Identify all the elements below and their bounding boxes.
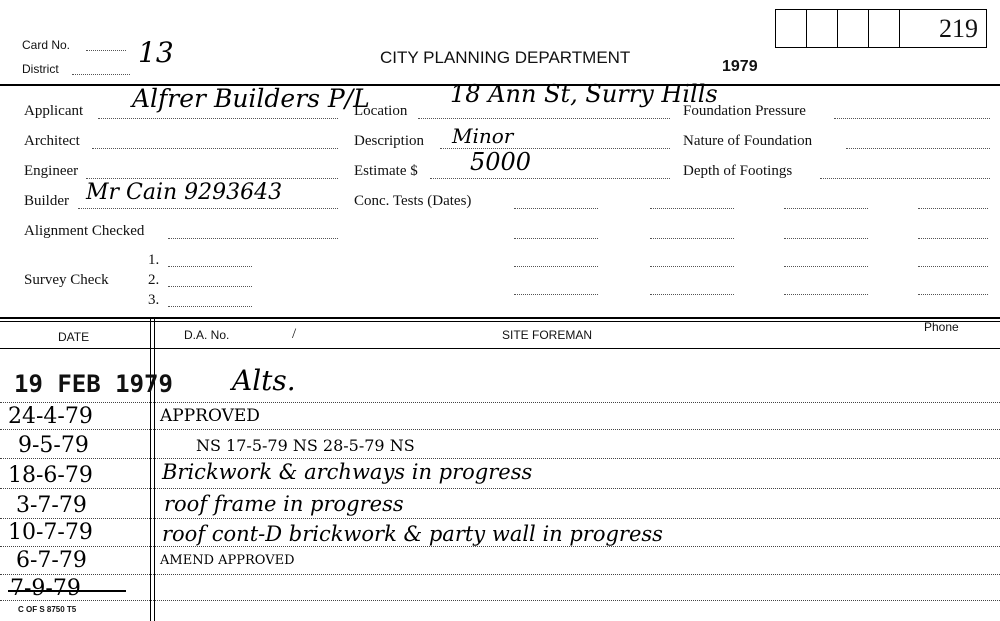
estimate-line (430, 178, 670, 179)
phone-header: Phone (924, 320, 959, 334)
survey-2-line (168, 286, 252, 287)
log-entry: roof frame in progress (164, 492, 404, 516)
engineer-line (86, 178, 338, 179)
site-foreman-header: SITE FOREMAN (502, 328, 593, 342)
strike-through (8, 590, 126, 592)
conc-line (784, 238, 868, 239)
card-no-line (86, 50, 126, 51)
conc-line (650, 208, 734, 209)
location-label: Location (354, 103, 408, 119)
da-no-header: D.A. No. (184, 328, 230, 342)
date-column-divider-2 (154, 317, 155, 621)
description-label: Description (354, 133, 424, 149)
builder-value: Mr Cain 9293643 (86, 180, 283, 205)
conc-line (918, 266, 988, 267)
log-entry: Alts. (232, 364, 296, 397)
estimate-label: Estimate $ (354, 163, 418, 179)
applicant-line (98, 118, 338, 119)
log-row-line (0, 488, 1000, 489)
description-value: Minor (452, 124, 514, 148)
log-date: 18-6-79 (8, 463, 93, 488)
card-number-value: 219 (939, 14, 978, 43)
survey-3-line (168, 306, 252, 307)
log-row-line (0, 600, 1000, 601)
nature-foundation-label: Nature of Foundation (683, 133, 813, 149)
log-row-line (0, 402, 1000, 403)
depth-footings-label: Depth of Footings (683, 163, 793, 179)
log-entry: NS 17-5-79 NS 28-5-79 NS (196, 436, 415, 455)
da-no-slash: / (292, 326, 297, 342)
log-row-line (0, 429, 1000, 430)
alignment-label: Alignment Checked (24, 223, 145, 239)
conc-line (514, 238, 598, 239)
location-value: 18 Ann St, Surry Hills (450, 80, 718, 108)
log-row-line (0, 458, 1000, 459)
log-header-rule (0, 348, 1000, 349)
applicant-value: Alfrer Builders P/L (132, 84, 370, 113)
conc-line (650, 294, 734, 295)
form-code: C OF S 8750 T5 (18, 605, 77, 614)
conc-line (918, 238, 988, 239)
log-date: 6-7-79 (16, 548, 87, 573)
survey-1-label: 1. (148, 252, 160, 268)
card-no-value: 13 (138, 36, 174, 69)
log-date: 3-7-79 (16, 493, 87, 518)
log-entry: roof cont-D brickwork & party wall in progress (162, 522, 663, 546)
log-date-struck: 7-9-79 (10, 576, 81, 601)
alignment-line (168, 238, 338, 239)
builder-label: Builder (24, 193, 69, 209)
conc-line (784, 266, 868, 267)
location-line (418, 118, 670, 119)
survey-check-label: Survey Check (24, 272, 109, 288)
conc-line (514, 208, 598, 209)
log-entry: APPROVED (160, 406, 260, 426)
conc-line (784, 294, 868, 295)
engineer-label: Engineer (24, 163, 79, 179)
conc-tests-label: Conc. Tests (Dates) (354, 193, 472, 209)
conc-line (514, 294, 598, 295)
log-row-line (0, 574, 1000, 575)
applicant-label: Applicant (24, 103, 84, 119)
architect-label: Architect (24, 133, 80, 149)
survey-3-label: 3. (148, 292, 160, 308)
log-date: 19 FEB 1979 (14, 370, 173, 398)
builder-line (78, 208, 338, 209)
nature-foundation-line (846, 148, 990, 149)
department-title: CITY PLANNING DEPARTMENT (380, 48, 631, 67)
foundation-pressure-line (834, 118, 990, 119)
architect-line (92, 148, 338, 149)
card-number-box (775, 9, 987, 48)
log-date: 9-5-79 (18, 433, 89, 458)
log-row-line (0, 518, 1000, 519)
district-line (72, 74, 130, 75)
conc-line (918, 294, 988, 295)
date-column-divider (150, 317, 151, 621)
survey-1-line (168, 266, 252, 267)
log-date: 24-4-79 (8, 404, 93, 429)
survey-2-label: 2. (148, 272, 160, 288)
foundation-pressure-label: Foundation Pressure (683, 103, 806, 119)
depth-footings-line (820, 178, 990, 179)
log-date: 10-7-79 (8, 520, 93, 545)
conc-line (650, 266, 734, 267)
conc-line (784, 208, 868, 209)
log-entry: AMEND APPROVED (160, 553, 295, 568)
conc-line (650, 238, 734, 239)
log-entry: Brickwork & archways in progress (162, 460, 533, 484)
card-no-label: Card No. (22, 38, 71, 52)
card-year: 1979 (722, 58, 758, 75)
conc-line (918, 208, 988, 209)
conc-line (514, 266, 598, 267)
log-row-line (0, 546, 1000, 547)
district-label: District (22, 62, 59, 76)
estimate-value: 5000 (470, 148, 532, 176)
date-header: DATE (58, 330, 90, 344)
